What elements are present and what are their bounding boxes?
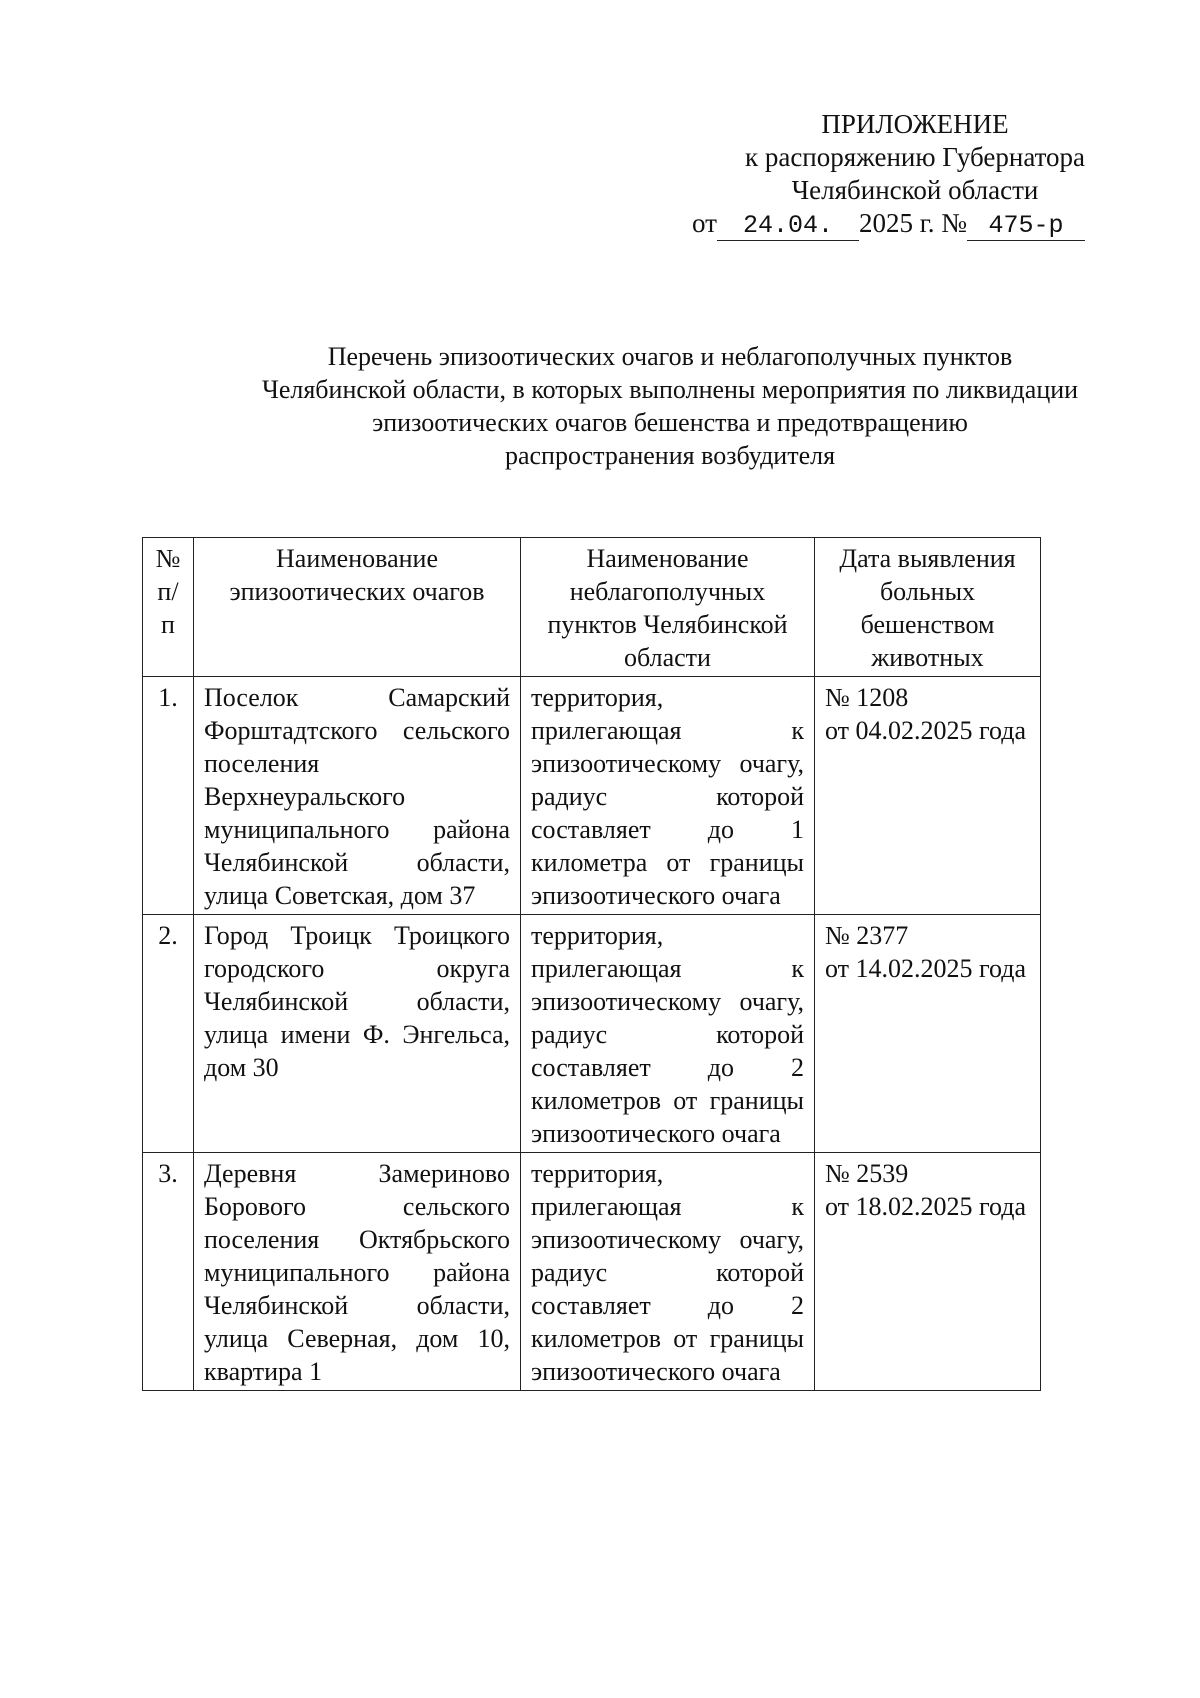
header-points-name bbox=[521, 538, 815, 677]
cell-line: территория, bbox=[531, 1159, 664, 1188]
cell-line: территория, bbox=[531, 683, 664, 712]
header-number bbox=[143, 538, 194, 677]
cell-line: Город Троицк Троицкого bbox=[204, 921, 510, 950]
cell-line: улица Северная, дом 10, bbox=[204, 1324, 510, 1353]
detection-date-cell bbox=[815, 915, 1041, 1153]
header-text: неблагополучных bbox=[569, 577, 766, 606]
header-text: № bbox=[155, 544, 181, 573]
detection-date-cell bbox=[815, 677, 1041, 915]
cell-line: составляет до 2 bbox=[531, 1291, 804, 1320]
header-text: животных bbox=[871, 643, 984, 672]
appendix-order-ref: к распоряжению Губернатора bbox=[744, 142, 1086, 172]
document-title bbox=[200, 340, 1140, 472]
table-row bbox=[143, 915, 1041, 1153]
cell-line: № 2377 bbox=[825, 921, 909, 950]
cell-line: Челябинской области, bbox=[204, 848, 510, 877]
cell-line: радиус которой bbox=[531, 1258, 804, 1287]
foci-table bbox=[142, 537, 1041, 1391]
point-name-cell bbox=[521, 677, 815, 915]
focus-name-cell bbox=[194, 1153, 521, 1391]
order-date-field: 24.04. bbox=[717, 212, 859, 241]
focus-name-cell bbox=[194, 915, 521, 1153]
cell-line: эпизоотическому очагу, bbox=[531, 987, 804, 1016]
header-text: области bbox=[624, 643, 711, 672]
cell-line: эпизоотического очага bbox=[531, 1357, 781, 1386]
header-text: п/п bbox=[157, 577, 179, 639]
cell-line: дом 30 bbox=[204, 1053, 279, 1082]
focus-name-cell bbox=[194, 677, 521, 915]
cell-line: Поселок Самарский bbox=[204, 683, 510, 712]
row-number: 1. bbox=[143, 677, 194, 915]
header-foci-name bbox=[194, 538, 521, 677]
detection-date-cell bbox=[815, 1153, 1041, 1391]
cell-line: Форштадтского сельского bbox=[204, 716, 510, 745]
cell-line: прилегающая к bbox=[531, 954, 804, 983]
header-text: бешенством bbox=[860, 610, 995, 639]
appendix-date-line bbox=[692, 207, 1130, 241]
header-text: пунктов Челябинской bbox=[547, 610, 788, 639]
header-text: Наименование bbox=[276, 544, 438, 573]
cell-line: радиус которой bbox=[531, 782, 804, 811]
cell-line: километров от границы bbox=[531, 1086, 804, 1115]
row-number: 3. bbox=[143, 1153, 194, 1391]
cell-line: муниципального района bbox=[204, 1258, 510, 1287]
cell-line: эпизоотическому очагу, bbox=[531, 1225, 804, 1254]
cell-line: эпизоотического очага bbox=[531, 1119, 781, 1148]
cell-line: улица Советская, дом 37 bbox=[204, 881, 476, 910]
cell-line: составляет до 1 bbox=[531, 815, 804, 844]
point-name-cell bbox=[521, 1153, 815, 1391]
cell-line: Челябинской области, bbox=[204, 1291, 510, 1320]
appendix-region: Челябинской области bbox=[791, 175, 1039, 205]
row-number: 2. bbox=[143, 915, 194, 1153]
table-body bbox=[143, 677, 1041, 1391]
title-line: Челябинской области, в которых выполнены мероприятия по ликвидации bbox=[261, 375, 1079, 404]
cell-line: муниципального района bbox=[204, 815, 510, 844]
order-year-text: 2025 г. № bbox=[858, 208, 967, 238]
header-text: Наименование bbox=[586, 544, 749, 573]
point-name-cell bbox=[521, 915, 815, 1153]
table-header-row bbox=[143, 538, 1041, 677]
cell-line: километра от границы bbox=[531, 848, 804, 877]
order-number-field: 475-р bbox=[967, 212, 1085, 241]
table-row bbox=[143, 677, 1041, 915]
cell-line: Деревня Замериново bbox=[204, 1159, 510, 1188]
cell-line: городского округа bbox=[204, 954, 510, 983]
header-text: эпизоотических очагов bbox=[229, 577, 485, 606]
cell-line: поселения Октябрьского bbox=[204, 1225, 510, 1254]
cell-line: поселения bbox=[204, 749, 320, 778]
cell-line: эпизоотического очага bbox=[531, 881, 781, 910]
header-text: Дата выявления bbox=[839, 544, 1016, 573]
title-line: Перечень эпизоотических очагов и неблагополучных пунктов bbox=[327, 342, 1013, 371]
cell-line: Верхнеуральского bbox=[204, 782, 406, 811]
cell-line: прилегающая к bbox=[531, 1192, 804, 1221]
cell-line: километров от границы bbox=[531, 1324, 804, 1353]
cell-line: Борового сельского bbox=[204, 1192, 510, 1221]
header-detection-date bbox=[815, 538, 1041, 677]
date-prefix: от bbox=[692, 208, 717, 238]
appendix-title: ПРИЛОЖЕНИЕ bbox=[821, 109, 1009, 139]
cell-line: прилегающая к bbox=[531, 716, 804, 745]
cell-line: улица имени Ф. Энгельса, bbox=[204, 1020, 510, 1049]
title-line: распространения возбудителя bbox=[504, 441, 836, 470]
appendix-stamp bbox=[692, 108, 1130, 241]
cell-line: эпизоотическому очагу, bbox=[531, 749, 804, 778]
cell-line: от 14.02.2025 года bbox=[825, 954, 1027, 983]
cell-line: квартира 1 bbox=[204, 1357, 323, 1386]
cell-line: № 1208 bbox=[825, 683, 909, 712]
cell-line: Челябинской области, bbox=[204, 987, 510, 1016]
table-row bbox=[143, 1153, 1041, 1391]
cell-line: радиус которой bbox=[531, 1020, 804, 1049]
cell-line: от 04.02.2025 года bbox=[825, 716, 1027, 745]
cell-line: № 2539 bbox=[825, 1159, 909, 1188]
cell-line: территория, bbox=[531, 921, 664, 950]
header-text: больных bbox=[879, 577, 976, 606]
cell-line: от 18.02.2025 года bbox=[825, 1192, 1027, 1221]
cell-line: составляет до 2 bbox=[531, 1053, 804, 1082]
title-line: эпизоотических очагов бешенства и предотвращению bbox=[372, 408, 968, 437]
